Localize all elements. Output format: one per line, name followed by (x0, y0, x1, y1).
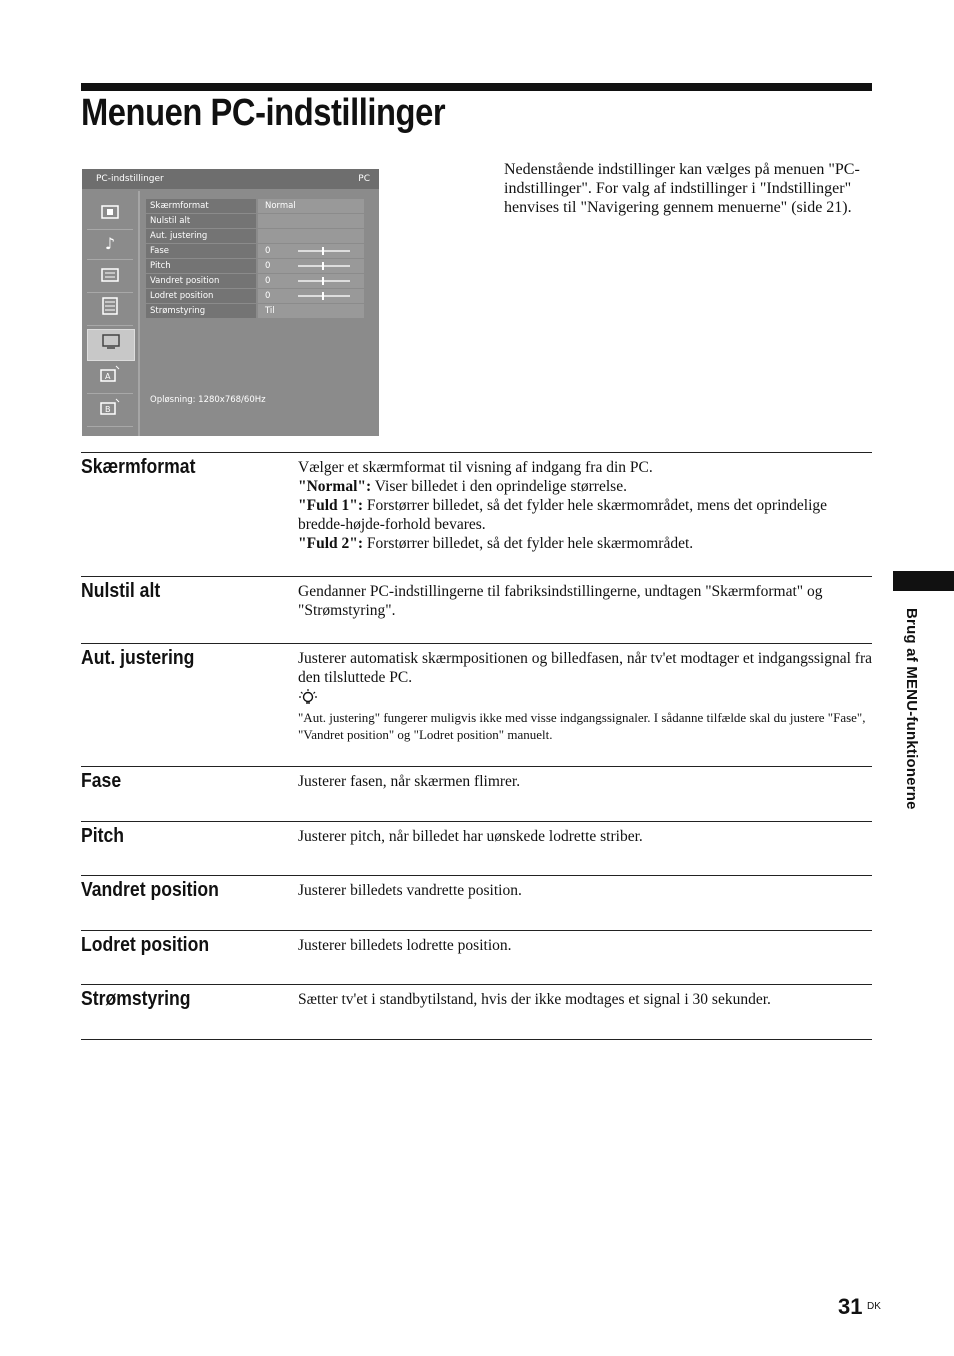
divider (81, 1039, 872, 1040)
lightbulb-tip-icon (298, 688, 318, 708)
divider (81, 766, 872, 767)
term-skaermformat: Skærmformat (81, 456, 196, 478)
tv-menu-row-value (258, 289, 364, 303)
tv-menu-row-number: 0 (265, 246, 271, 256)
tv-menu-title: PC-indstillinger (96, 174, 164, 184)
term-aut-justering: Aut. justering (81, 647, 195, 669)
title-rule (81, 83, 872, 91)
term-lodret-position: Lodret position (81, 934, 210, 956)
tv-menu-row-value: Normal (258, 199, 364, 213)
settings-list-icon (87, 295, 133, 326)
tv-menu-row-number: 0 (265, 261, 271, 271)
slider (298, 280, 350, 282)
desc-aut-justering (298, 649, 872, 743)
tv-menu-row-label: Nulstil alt (146, 214, 256, 228)
desc-text: Vælger et skærmformat til visning af indgang fra din PC. (298, 459, 653, 476)
term-fase: Fase (81, 770, 122, 792)
tv-menu-row (146, 289, 364, 303)
option-label: "Fuld 1": (298, 497, 364, 514)
page-title: Menuen PC-indstillinger (81, 92, 446, 134)
section-tab-label: Brug af MENU-funktionerne (903, 608, 920, 810)
option-label: "Fuld 2": (298, 535, 364, 552)
screen-settings-icon (87, 262, 133, 293)
desc-lodret-position: Justerer billedets lodrette position. (298, 937, 512, 954)
svg-text:A: A (105, 372, 111, 381)
tv-menu-row-label: Strømstyring (146, 304, 256, 318)
intro-text: Nedenstående indstillinger kan vælges på menuen "PC-indstillinger". For valg af indstillinger i "Indstillinger" henvises til "Navigering gennem menuerne" (side 21). (504, 161, 860, 216)
option-text: Viser billedet i den oprindelige størrelse. (374, 478, 627, 495)
divider (81, 930, 872, 931)
picture-icon (87, 199, 133, 230)
tv-menu-row-label: Vandret position (146, 274, 256, 288)
tv-menu-row (146, 274, 364, 288)
divider (81, 875, 872, 876)
option-text: Forstørrer billedet, så det fylder hele skærmområdet, mens det oprindelige bredde-højde-forhold bevares. (298, 497, 828, 533)
desc-nulstil-alt: Gendanner PC-indstillingerne til fabriksindstillingerne, undtagen "Skærmformat" og "Strømstyring". (298, 583, 823, 619)
tv-menu-row-label: Pitch (146, 259, 256, 273)
divider (81, 576, 872, 577)
desc-pitch: Justerer pitch, når billedet har uønskede lodrette striber. (298, 828, 643, 845)
divider (81, 643, 872, 644)
tv-menu-row-value (258, 244, 364, 258)
tv-menu-row (146, 229, 364, 243)
tv-menu-row (146, 304, 364, 318)
page-number: 31 (838, 1294, 863, 1319)
tv-menu-row (146, 214, 364, 228)
tv-menu-divider (138, 191, 140, 436)
pc-monitor-icon (87, 329, 135, 361)
tv-menu-header (82, 169, 379, 189)
slider (298, 265, 350, 267)
option-label: "Normal": (298, 478, 372, 495)
divider (81, 821, 872, 822)
term-nulstil-alt: Nulstil alt (81, 580, 161, 602)
divider (81, 452, 872, 453)
tv-menu-icon-bar (82, 191, 138, 436)
tv-menu-row-number: 0 (265, 291, 271, 301)
desc-vandret-position: Justerer billedets vandrette position. (298, 882, 522, 899)
desc-fase: Justerer fasen, når skærmen flimrer. (298, 773, 521, 790)
tv-menu-row-label: Aut. justering (146, 229, 256, 243)
tv-menu-row-label: Lodret position (146, 289, 256, 303)
option-text: Forstørrer billedet, så det fylder hele skærmområdet. (366, 535, 694, 552)
term-vandret-position: Vandret position (81, 879, 219, 901)
tv-menu-row (146, 244, 364, 258)
page-language: DK (867, 1301, 881, 1312)
term-pitch: Pitch (81, 825, 125, 847)
input-a-icon (87, 363, 133, 394)
tv-menu-resolution: Opløsning: 1280x768/60Hz (150, 395, 266, 405)
option-line (298, 477, 872, 496)
tv-menu-row-label: Fase (146, 244, 256, 258)
section-tab-marker (893, 571, 954, 591)
term-stroemstyring: Strømstyring (81, 988, 191, 1010)
tv-menu-row-value (258, 259, 364, 273)
tv-menu-row-value: Til (258, 304, 364, 318)
input-b-icon (87, 396, 133, 427)
tv-menu-row-value (258, 274, 364, 288)
tv-menu-row-value (258, 229, 364, 243)
tv-menu-row-value (258, 214, 364, 228)
tv-menu-row (146, 259, 364, 273)
tip-note: "Aut. justering" fungerer muligvis ikke med visse indgangssignaler. I sådanne tilfælde skal du justere "Fase", "Vandret position" og "Lodret position" manuelt. (298, 710, 866, 742)
tv-menu-source: PC (358, 174, 370, 184)
tv-menu-row-label: Skærmformat (146, 199, 256, 213)
slider (298, 295, 350, 297)
music-note-icon: ♪ (87, 229, 133, 260)
divider (81, 984, 872, 985)
option-line (298, 496, 872, 534)
desc-skaermformat (298, 458, 872, 553)
desc-text: Justerer automatisk skærmpositionen og billedfasen, når tv'et modtager et indgangssignal fra den tilsluttede PC. (298, 650, 873, 686)
tv-menu-row (146, 199, 364, 213)
tv-menu-row-number: 0 (265, 276, 271, 286)
desc-stroemstyring: Sætter tv'et i standbytilstand, hvis der ikke modtages et signal i 30 sekunder. (298, 991, 771, 1008)
slider (298, 250, 350, 252)
tv-menu-screenshot (82, 169, 379, 436)
option-line (298, 534, 872, 553)
svg-text:B: B (105, 405, 111, 414)
